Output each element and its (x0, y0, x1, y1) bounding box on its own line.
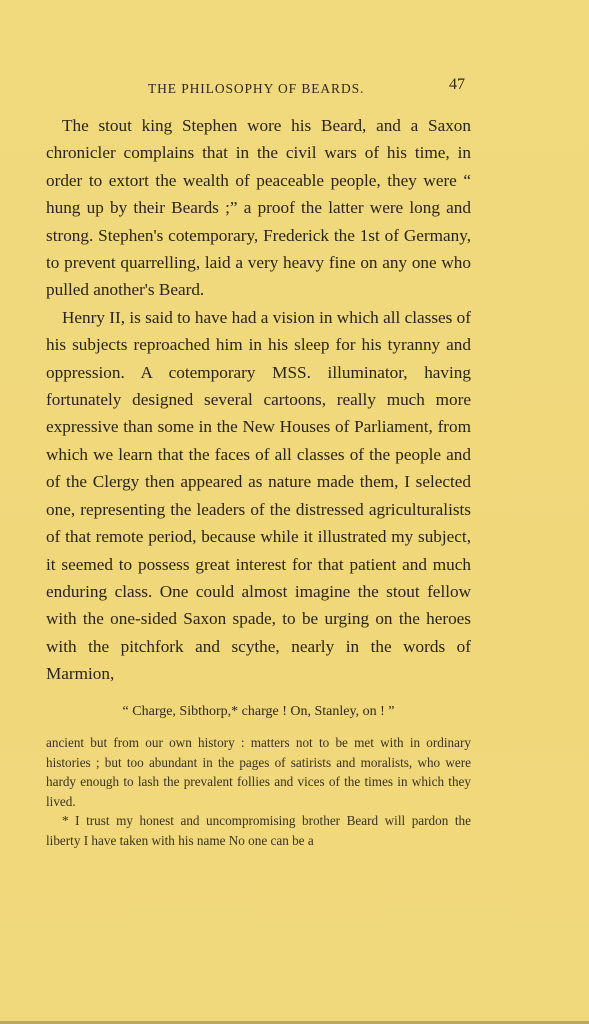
paragraph-2: Henry II, is said to have had a vision in which all classes of his subjects reproached him in his sleep for his tyranny and oppression. A cotemporary MSS. illuminator, having fortunately designed several cartoons, really much more expressive than some in the New Houses of Parliament, from which we learn that the faces of all classes of the people and of the Clergy then appeared as nature made them, I selected one, representing the leaders of the distressed agriculturalists of that remote period, because while it illustrated my subject, it seemed to possess great interest for that patient and much enduring class. One could almost imagine the stout fellow with the one-sided Saxon spade, to be urging on the heroes with the pitchfork and scythe, nearly in the words of Marmion, (46, 307, 471, 684)
marmion-quote: “ Charge, Sibthorp,* charge ! On, Stanley, on ! ” (122, 704, 395, 719)
footnote-note: * I trust my honest and uncompromising brother Beard will pardon the liberty I have taken with his name No one can be a (46, 813, 471, 848)
main-text (46, 112, 471, 688)
paragraph-1: The stout king Stephen wore his Beard, and a Saxon chronicler complains that in the civil wars of his time, in order to extort the wealth of peaceable people, they were “ hung up by their Beards ;” a proof the latter were long and strong. Stephen's cotemporary, Frederick the 1st of Germany, to prevent quarrelling, laid a very heavy fine on any one who pulled another's Beard. (46, 116, 471, 300)
footnote-continuation: ancient but from our own history : matters not to be met with in ordinary histories ; but too abundant in the pages of satirists and moralists, who were hardy enough to lash the prevalent follies and vices of the times in which they lived. (46, 735, 471, 809)
running-title: THE PHILOSOPHY OF BEARDS. (148, 81, 365, 96)
page-number: 47 (449, 76, 465, 93)
footnotes (46, 733, 471, 851)
